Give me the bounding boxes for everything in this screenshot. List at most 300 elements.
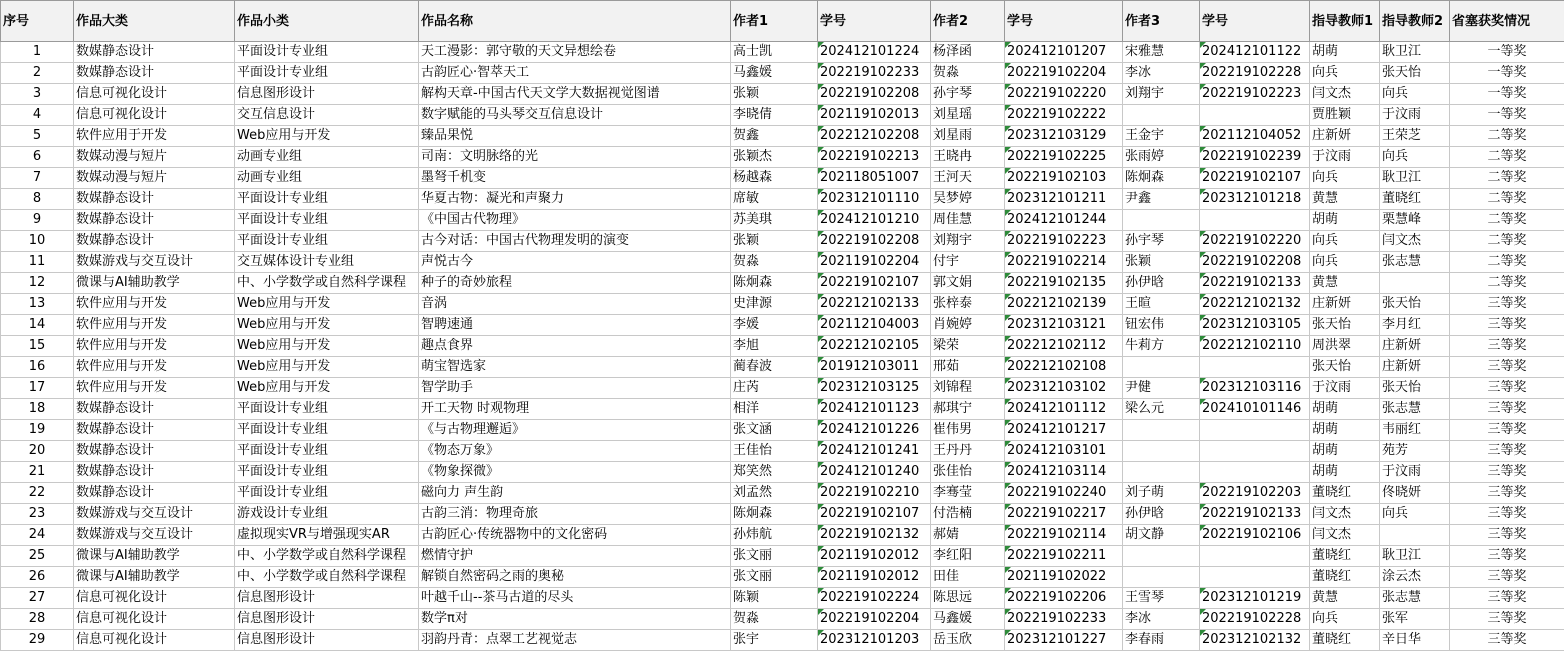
cell-student-id-3[interactable]: 202219102203 — [1200, 483, 1310, 504]
header-category[interactable]: 作品大类 — [74, 1, 235, 42]
cell-student-id-2[interactable]: 202312103121 — [1005, 315, 1123, 336]
cell-work-title[interactable]: 《物象探微》 — [419, 462, 731, 483]
cell-author-3[interactable]: 王金宇 — [1123, 126, 1200, 147]
table-row[interactable] — [1, 609, 1564, 630]
cell-student-id-2[interactable]: 202412101244 — [1005, 210, 1123, 231]
cell-advisor-2[interactable]: 李月红 — [1380, 315, 1450, 336]
cell-advisor-2[interactable]: 闫文杰 — [1380, 231, 1450, 252]
cell-category[interactable]: 数媒动漫与短片 — [74, 168, 235, 189]
cell-student-id-3[interactable] — [1200, 420, 1310, 441]
table-row[interactable] — [1, 189, 1564, 210]
header-advisor-2[interactable]: 指导教师2 — [1380, 1, 1450, 42]
cell-author-1[interactable]: 相洋 — [731, 399, 818, 420]
cell-advisor-2[interactable] — [1380, 273, 1450, 294]
cell-student-id-1[interactable]: 202119102012 — [818, 546, 931, 567]
cell-student-id-1[interactable]: 202119102013 — [818, 105, 931, 126]
cell-student-id-2[interactable]: 202212102139 — [1005, 294, 1123, 315]
cell-author-2[interactable]: 刘锦程 — [931, 378, 1005, 399]
header-index[interactable]: 序号 — [1, 1, 74, 42]
cell-award[interactable]: 二等奖 — [1450, 252, 1564, 273]
table-row[interactable] — [1, 546, 1564, 567]
cell-advisor-2[interactable]: 苑芳 — [1380, 441, 1450, 462]
cell-student-id-1[interactable]: 202412101226 — [818, 420, 931, 441]
cell-student-id-3[interactable]: 202219102223 — [1200, 84, 1310, 105]
table-row[interactable] — [1, 357, 1564, 378]
cell-author-1[interactable]: 张颖 — [731, 84, 818, 105]
cell-award[interactable]: 三等奖 — [1450, 588, 1564, 609]
cell-student-id-1[interactable]: 202219102107 — [818, 504, 931, 525]
cell-student-id-3[interactable]: 202312103116 — [1200, 378, 1310, 399]
cell-author-2[interactable]: 刘星瑶 — [931, 105, 1005, 126]
cell-index[interactable]: 25 — [1, 546, 74, 567]
cell-award[interactable]: 三等奖 — [1450, 315, 1564, 336]
cell-student-id-2[interactable]: 202312103102 — [1005, 378, 1123, 399]
cell-author-1[interactable]: 陈炯森 — [731, 273, 818, 294]
cell-author-3[interactable]: 张颖 — [1123, 252, 1200, 273]
cell-student-id-2[interactable]: 202219102225 — [1005, 147, 1123, 168]
cell-advisor-1[interactable]: 闫文杰 — [1310, 504, 1380, 525]
cell-author-3[interactable] — [1123, 567, 1200, 588]
cell-student-id-3[interactable]: 202219102133 — [1200, 504, 1310, 525]
cell-advisor-2[interactable]: 张天怡 — [1380, 378, 1450, 399]
table-row[interactable] — [1, 168, 1564, 189]
cell-subcategory[interactable]: 交互信息设计 — [235, 105, 419, 126]
cell-award[interactable]: 二等奖 — [1450, 126, 1564, 147]
cell-work-title[interactable]: 开工天物 时观物理 — [419, 399, 731, 420]
cell-student-id-3[interactable] — [1200, 546, 1310, 567]
cell-subcategory[interactable]: 交互媒体设计专业组 — [235, 252, 419, 273]
cell-author-1[interactable]: 张文丽 — [731, 567, 818, 588]
cell-student-id-1[interactable]: 202219102210 — [818, 483, 931, 504]
table-row[interactable] — [1, 63, 1564, 84]
cell-advisor-1[interactable]: 周洪翠 — [1310, 336, 1380, 357]
cell-subcategory[interactable]: 中、小学数学或自然科学课程 — [235, 546, 419, 567]
cell-subcategory[interactable]: 平面设计专业组 — [235, 210, 419, 231]
cell-author-3[interactable]: 钮宏伟 — [1123, 315, 1200, 336]
cell-author-3[interactable]: 张雨婷 — [1123, 147, 1200, 168]
cell-student-id-2[interactable]: 202219102222 — [1005, 105, 1123, 126]
cell-author-2[interactable]: 孙宇琴 — [931, 84, 1005, 105]
cell-work-title[interactable]: 古韵三消：物理奇旅 — [419, 504, 731, 525]
cell-student-id-2[interactable]: 202219102114 — [1005, 525, 1123, 546]
cell-index[interactable]: 2 — [1, 63, 74, 84]
table-row[interactable] — [1, 441, 1564, 462]
cell-work-title[interactable]: 墨弩千机变 — [419, 168, 731, 189]
cell-student-id-3[interactable]: 202212102132 — [1200, 294, 1310, 315]
cell-author-2[interactable]: 崔伟男 — [931, 420, 1005, 441]
cell-category[interactable]: 软件应用与开发 — [74, 294, 235, 315]
table-row[interactable] — [1, 231, 1564, 252]
cell-author-2[interactable]: 邢茹 — [931, 357, 1005, 378]
cell-author-2[interactable]: 郭文娟 — [931, 273, 1005, 294]
cell-advisor-1[interactable]: 胡萌 — [1310, 399, 1380, 420]
cell-index[interactable]: 3 — [1, 84, 74, 105]
cell-subcategory[interactable]: 平面设计专业组 — [235, 189, 419, 210]
cell-author-1[interactable]: 孙炜航 — [731, 525, 818, 546]
cell-category[interactable]: 信息可视化设计 — [74, 105, 235, 126]
cell-category[interactable]: 数媒静态设计 — [74, 231, 235, 252]
cell-author-1[interactable]: 张颖杰 — [731, 147, 818, 168]
cell-award[interactable]: 三等奖 — [1450, 336, 1564, 357]
cell-category[interactable]: 数媒游戏与交互设计 — [74, 252, 235, 273]
cell-student-id-2[interactable]: 202212102112 — [1005, 336, 1123, 357]
cell-advisor-1[interactable]: 黄慧 — [1310, 189, 1380, 210]
cell-author-1[interactable]: 张文涵 — [731, 420, 818, 441]
cell-student-id-2[interactable]: 202219102220 — [1005, 84, 1123, 105]
cell-index[interactable]: 21 — [1, 462, 74, 483]
cell-student-id-2[interactable]: 202219102240 — [1005, 483, 1123, 504]
cell-student-id-3[interactable]: 202219102208 — [1200, 252, 1310, 273]
cell-subcategory[interactable]: 信息图形设计 — [235, 609, 419, 630]
cell-student-id-3[interactable]: 202112104052 — [1200, 126, 1310, 147]
table-row[interactable] — [1, 42, 1564, 63]
cell-advisor-2[interactable]: 佟晓妍 — [1380, 483, 1450, 504]
cell-student-id-2[interactable]: 202412101112 — [1005, 399, 1123, 420]
cell-award[interactable]: 三等奖 — [1450, 294, 1564, 315]
cell-student-id-2[interactable]: 202312101227 — [1005, 630, 1123, 651]
cell-award[interactable]: 二等奖 — [1450, 210, 1564, 231]
cell-advisor-2[interactable]: 向兵 — [1380, 147, 1450, 168]
cell-advisor-2[interactable]: 王荣芝 — [1380, 126, 1450, 147]
cell-category[interactable]: 信息可视化设计 — [74, 84, 235, 105]
table-row[interactable] — [1, 462, 1564, 483]
cell-author-1[interactable]: 席敏 — [731, 189, 818, 210]
cell-advisor-1[interactable]: 张天怡 — [1310, 357, 1380, 378]
cell-author-3[interactable] — [1123, 357, 1200, 378]
cell-author-1[interactable]: 张文丽 — [731, 546, 818, 567]
cell-author-2[interactable]: 岳玉欣 — [931, 630, 1005, 651]
cell-work-title[interactable]: 种子的奇妙旅程 — [419, 273, 731, 294]
cell-author-1[interactable]: 蔺春波 — [731, 357, 818, 378]
cell-student-id-1[interactable]: 202119102012 — [818, 567, 931, 588]
cell-advisor-2[interactable]: 向兵 — [1380, 504, 1450, 525]
cell-author-1[interactable]: 李媛 — [731, 315, 818, 336]
cell-author-2[interactable]: 王河天 — [931, 168, 1005, 189]
cell-student-id-2[interactable]: 202412101217 — [1005, 420, 1123, 441]
cell-author-2[interactable]: 刘翔宇 — [931, 231, 1005, 252]
cell-work-title[interactable]: 数字赋能的马头琴交互信息设计 — [419, 105, 731, 126]
cell-author-3[interactable]: 尹健 — [1123, 378, 1200, 399]
cell-advisor-2[interactable]: 张军 — [1380, 609, 1450, 630]
cell-author-3[interactable] — [1123, 420, 1200, 441]
cell-advisor-2[interactable]: 涂云杰 — [1380, 567, 1450, 588]
cell-work-title[interactable]: 华夏古物：凝光和声聚力 — [419, 189, 731, 210]
header-student-id-1[interactable]: 学号 — [818, 1, 931, 42]
cell-advisor-2[interactable]: 张志慧 — [1380, 399, 1450, 420]
cell-author-1[interactable]: 史津源 — [731, 294, 818, 315]
cell-author-2[interactable]: 张佳怡 — [931, 462, 1005, 483]
cell-work-title[interactable]: 智聘速通 — [419, 315, 731, 336]
cell-author-3[interactable]: 尹鑫 — [1123, 189, 1200, 210]
cell-subcategory[interactable]: Web应用与开发 — [235, 315, 419, 336]
cell-work-title[interactable]: 叶越千山--茶马古道的尽头 — [419, 588, 731, 609]
header-student-id-3[interactable]: 学号 — [1200, 1, 1310, 42]
cell-index[interactable]: 6 — [1, 147, 74, 168]
cell-advisor-2[interactable]: 张天怡 — [1380, 294, 1450, 315]
cell-category[interactable]: 数媒游戏与交互设计 — [74, 504, 235, 525]
header-student-id-2[interactable]: 学号 — [1005, 1, 1123, 42]
cell-subcategory[interactable]: 信息图形设计 — [235, 630, 419, 651]
cell-student-id-1[interactable]: 201912103011 — [818, 357, 931, 378]
cell-author-2[interactable]: 田佳 — [931, 567, 1005, 588]
cell-author-1[interactable]: 贺鑫 — [731, 126, 818, 147]
cell-advisor-1[interactable]: 庄新妍 — [1310, 294, 1380, 315]
table-row[interactable] — [1, 630, 1564, 651]
cell-author-1[interactable]: 庄芮 — [731, 378, 818, 399]
cell-advisor-1[interactable]: 向兵 — [1310, 252, 1380, 273]
cell-award[interactable]: 三等奖 — [1450, 504, 1564, 525]
cell-work-title[interactable]: 古韵匠心·智萃天工 — [419, 63, 731, 84]
table-row[interactable] — [1, 483, 1564, 504]
cell-author-3[interactable] — [1123, 105, 1200, 126]
cell-index[interactable]: 14 — [1, 315, 74, 336]
cell-student-id-3[interactable]: 202219102133 — [1200, 273, 1310, 294]
cell-student-id-2[interactable]: 202212102108 — [1005, 357, 1123, 378]
cell-award[interactable]: 三等奖 — [1450, 483, 1564, 504]
cell-advisor-1[interactable]: 贾胜颖 — [1310, 105, 1380, 126]
cell-subcategory[interactable]: 平面设计专业组 — [235, 63, 419, 84]
cell-student-id-2[interactable]: 202219102223 — [1005, 231, 1123, 252]
cell-student-id-3[interactable]: 202219102107 — [1200, 168, 1310, 189]
cell-student-id-3[interactable]: 202219102106 — [1200, 525, 1310, 546]
cell-subcategory[interactable]: 平面设计专业组 — [235, 420, 419, 441]
cell-student-id-3[interactable]: 202219102220 — [1200, 231, 1310, 252]
table-row[interactable] — [1, 567, 1564, 588]
cell-index[interactable]: 27 — [1, 588, 74, 609]
cell-category[interactable]: 信息可视化设计 — [74, 630, 235, 651]
table-row[interactable] — [1, 273, 1564, 294]
cell-author-3[interactable]: 胡文静 — [1123, 525, 1200, 546]
cell-category[interactable]: 数媒静态设计 — [74, 462, 235, 483]
cell-advisor-2[interactable]: 辛日华 — [1380, 630, 1450, 651]
cell-student-id-3[interactable]: 202412101122 — [1200, 42, 1310, 63]
cell-author-3[interactable]: 刘子萌 — [1123, 483, 1200, 504]
table-row[interactable] — [1, 588, 1564, 609]
cell-index[interactable]: 19 — [1, 420, 74, 441]
cell-subcategory[interactable]: 平面设计专业组 — [235, 42, 419, 63]
cell-advisor-1[interactable]: 胡萌 — [1310, 420, 1380, 441]
cell-award[interactable]: 三等奖 — [1450, 441, 1564, 462]
cell-author-3[interactable]: 李春雨 — [1123, 630, 1200, 651]
cell-student-id-1[interactable]: 202412101210 — [818, 210, 931, 231]
table-row[interactable] — [1, 294, 1564, 315]
cell-student-id-2[interactable]: 202219102217 — [1005, 504, 1123, 525]
cell-author-2[interactable]: 马鑫媛 — [931, 609, 1005, 630]
cell-student-id-3[interactable] — [1200, 210, 1310, 231]
cell-subcategory[interactable]: Web应用与开发 — [235, 294, 419, 315]
cell-student-id-3[interactable] — [1200, 567, 1310, 588]
cell-author-2[interactable]: 贺淼 — [931, 63, 1005, 84]
cell-advisor-1[interactable]: 胡萌 — [1310, 441, 1380, 462]
cell-author-1[interactable]: 马鑫媛 — [731, 63, 818, 84]
cell-category[interactable]: 数媒静态设计 — [74, 210, 235, 231]
cell-index[interactable]: 13 — [1, 294, 74, 315]
cell-student-id-1[interactable]: 202219102208 — [818, 84, 931, 105]
table-row[interactable] — [1, 315, 1564, 336]
cell-award[interactable]: 三等奖 — [1450, 525, 1564, 546]
cell-student-id-2[interactable]: 202219102135 — [1005, 273, 1123, 294]
cell-author-3[interactable]: 李冰 — [1123, 63, 1200, 84]
cell-subcategory[interactable]: 虚拟现实VR与增强现实AR — [235, 525, 419, 546]
cell-student-id-2[interactable]: 202312101211 — [1005, 189, 1123, 210]
cell-work-title[interactable]: 古韵匠心·传统器物中的文化密码 — [419, 525, 731, 546]
cell-advisor-1[interactable]: 于汶雨 — [1310, 378, 1380, 399]
cell-student-id-1[interactable]: 202212102133 — [818, 294, 931, 315]
cell-award[interactable]: 二等奖 — [1450, 231, 1564, 252]
cell-student-id-2[interactable]: 202219102214 — [1005, 252, 1123, 273]
table-row[interactable] — [1, 378, 1564, 399]
cell-student-id-1[interactable]: 202219102224 — [818, 588, 931, 609]
cell-category[interactable]: 软件应用于开发 — [74, 126, 235, 147]
cell-student-id-1[interactable]: 202219102208 — [818, 231, 931, 252]
cell-author-2[interactable]: 张梓泰 — [931, 294, 1005, 315]
cell-student-id-1[interactable]: 202212102208 — [818, 126, 931, 147]
header-work-title[interactable]: 作品名称 — [419, 1, 731, 42]
cell-advisor-2[interactable]: 张志慧 — [1380, 588, 1450, 609]
cell-index[interactable]: 8 — [1, 189, 74, 210]
cell-advisor-1[interactable]: 庄新妍 — [1310, 126, 1380, 147]
cell-author-1[interactable]: 张颖 — [731, 231, 818, 252]
cell-category[interactable]: 数媒静态设计 — [74, 189, 235, 210]
cell-subcategory[interactable]: 平面设计专业组 — [235, 441, 419, 462]
cell-index[interactable]: 26 — [1, 567, 74, 588]
cell-author-2[interactable]: 付宇 — [931, 252, 1005, 273]
cell-advisor-1[interactable]: 胡萌 — [1310, 210, 1380, 231]
table-row[interactable] — [1, 399, 1564, 420]
cell-advisor-1[interactable]: 向兵 — [1310, 63, 1380, 84]
cell-work-title[interactable]: 趣点食界 — [419, 336, 731, 357]
cell-author-2[interactable]: 李红阳 — [931, 546, 1005, 567]
cell-student-id-2[interactable]: 202219102103 — [1005, 168, 1123, 189]
table-row[interactable] — [1, 504, 1564, 525]
cell-advisor-1[interactable]: 胡萌 — [1310, 42, 1380, 63]
cell-award[interactable]: 三等奖 — [1450, 546, 1564, 567]
cell-advisor-1[interactable]: 张天怡 — [1310, 315, 1380, 336]
cell-student-id-3[interactable]: 202312101219 — [1200, 588, 1310, 609]
cell-work-title[interactable]: 萌宝智选家 — [419, 357, 731, 378]
cell-work-title[interactable]: 解构天章-中国古代天文学大数据视觉图谱 — [419, 84, 731, 105]
cell-student-id-3[interactable]: 202212102110 — [1200, 336, 1310, 357]
cell-student-id-1[interactable]: 202219102213 — [818, 147, 931, 168]
cell-author-3[interactable]: 孙宇琴 — [1123, 231, 1200, 252]
cell-author-3[interactable]: 刘翔宇 — [1123, 84, 1200, 105]
cell-student-id-3[interactable] — [1200, 441, 1310, 462]
cell-award[interactable]: 三等奖 — [1450, 567, 1564, 588]
cell-advisor-1[interactable]: 于汶雨 — [1310, 147, 1380, 168]
header-advisor-1[interactable]: 指导教师1 — [1310, 1, 1380, 42]
cell-student-id-3[interactable]: 202219102228 — [1200, 63, 1310, 84]
cell-category[interactable]: 数媒动漫与短片 — [74, 147, 235, 168]
cell-author-3[interactable]: 孙伊晗 — [1123, 273, 1200, 294]
cell-student-id-2[interactable]: 202312103129 — [1005, 126, 1123, 147]
cell-author-1[interactable]: 刘孟然 — [731, 483, 818, 504]
cell-student-id-1[interactable]: 202118051007 — [818, 168, 931, 189]
cell-subcategory[interactable]: 游戏设计专业组 — [235, 504, 419, 525]
cell-work-title[interactable]: 智学助手 — [419, 378, 731, 399]
cell-student-id-2[interactable]: 202412103101 — [1005, 441, 1123, 462]
cell-student-id-1[interactable]: 202412101123 — [818, 399, 931, 420]
cell-award[interactable]: 三等奖 — [1450, 420, 1564, 441]
cell-category[interactable]: 数媒静态设计 — [74, 399, 235, 420]
cell-index[interactable]: 16 — [1, 357, 74, 378]
cell-author-1[interactable]: 陈颖 — [731, 588, 818, 609]
cell-student-id-3[interactable]: 202312102132 — [1200, 630, 1310, 651]
cell-index[interactable]: 23 — [1, 504, 74, 525]
table-row[interactable] — [1, 336, 1564, 357]
cell-advisor-2[interactable]: 于汶雨 — [1380, 462, 1450, 483]
cell-work-title[interactable]: 司南：文明脉络的光 — [419, 147, 731, 168]
cell-award[interactable]: 三等奖 — [1450, 357, 1564, 378]
cell-award[interactable]: 三等奖 — [1450, 399, 1564, 420]
cell-advisor-1[interactable]: 董晓红 — [1310, 567, 1380, 588]
cell-work-title[interactable]: 古今对话：中国古代物理发明的演变 — [419, 231, 731, 252]
cell-category[interactable]: 数媒游戏与交互设计 — [74, 525, 235, 546]
cell-subcategory[interactable]: 中、小学数学或自然科学课程 — [235, 567, 419, 588]
cell-index[interactable]: 29 — [1, 630, 74, 651]
cell-student-id-1[interactable]: 202219102233 — [818, 63, 931, 84]
cell-advisor-1[interactable]: 向兵 — [1310, 231, 1380, 252]
cell-advisor-1[interactable]: 董晓红 — [1310, 630, 1380, 651]
header-author-3[interactable]: 作者3 — [1123, 1, 1200, 42]
table-row[interactable] — [1, 147, 1564, 168]
cell-author-3[interactable]: 梁么元 — [1123, 399, 1200, 420]
cell-student-id-3[interactable]: 202410101146 — [1200, 399, 1310, 420]
cell-index[interactable]: 15 — [1, 336, 74, 357]
cell-award[interactable]: 一等奖 — [1450, 84, 1564, 105]
cell-author-3[interactable] — [1123, 546, 1200, 567]
cell-subcategory[interactable]: 中、小学数学或自然科学课程 — [235, 273, 419, 294]
cell-work-title[interactable]: 臻品果悦 — [419, 126, 731, 147]
cell-student-id-2[interactable]: 202219102233 — [1005, 609, 1123, 630]
header-subcategory[interactable]: 作品小类 — [235, 1, 419, 42]
cell-work-title[interactable]: 燃情守护 — [419, 546, 731, 567]
header-award[interactable]: 省塞获奖情况 — [1450, 1, 1564, 42]
cell-student-id-2[interactable]: 202219102204 — [1005, 63, 1123, 84]
table-row[interactable] — [1, 84, 1564, 105]
cell-subcategory[interactable]: 信息图形设计 — [235, 588, 419, 609]
cell-advisor-2[interactable]: 庄新妍 — [1380, 336, 1450, 357]
cell-category[interactable]: 软件应用与开发 — [74, 315, 235, 336]
cell-advisor-2[interactable]: 向兵 — [1380, 84, 1450, 105]
cell-author-2[interactable]: 杨泽函 — [931, 42, 1005, 63]
cell-advisor-2[interactable]: 耿卫江 — [1380, 42, 1450, 63]
cell-author-2[interactable]: 周佳慧 — [931, 210, 1005, 231]
cell-subcategory[interactable]: 平面设计专业组 — [235, 483, 419, 504]
cell-student-id-1[interactable]: 202412101241 — [818, 441, 931, 462]
table-row[interactable] — [1, 420, 1564, 441]
cell-author-2[interactable]: 付浩楠 — [931, 504, 1005, 525]
cell-student-id-1[interactable]: 202219102204 — [818, 609, 931, 630]
cell-award[interactable]: 三等奖 — [1450, 609, 1564, 630]
cell-work-title[interactable]: 天工漫影：郭守敬的天文异想绘卷 — [419, 42, 731, 63]
cell-work-title[interactable]: 磁向力 声生韵 — [419, 483, 731, 504]
cell-index[interactable]: 11 — [1, 252, 74, 273]
cell-student-id-2[interactable]: 202412103114 — [1005, 462, 1123, 483]
cell-author-1[interactable]: 苏美琪 — [731, 210, 818, 231]
cell-award[interactable]: 一等奖 — [1450, 63, 1564, 84]
cell-advisor-2[interactable]: 耿卫江 — [1380, 168, 1450, 189]
cell-author-3[interactable]: 牛莉方 — [1123, 336, 1200, 357]
cell-advisor-2[interactable]: 张天怡 — [1380, 63, 1450, 84]
cell-award[interactable]: 二等奖 — [1450, 147, 1564, 168]
cell-index[interactable]: 10 — [1, 231, 74, 252]
cell-author-1[interactable]: 贺淼 — [731, 252, 818, 273]
cell-advisor-1[interactable]: 胡萌 — [1310, 462, 1380, 483]
cell-work-title[interactable]: 声悦古今 — [419, 252, 731, 273]
cell-student-id-2[interactable]: 202119102022 — [1005, 567, 1123, 588]
cell-advisor-2[interactable]: 于汶雨 — [1380, 105, 1450, 126]
cell-author-3[interactable]: 陈炯森 — [1123, 168, 1200, 189]
